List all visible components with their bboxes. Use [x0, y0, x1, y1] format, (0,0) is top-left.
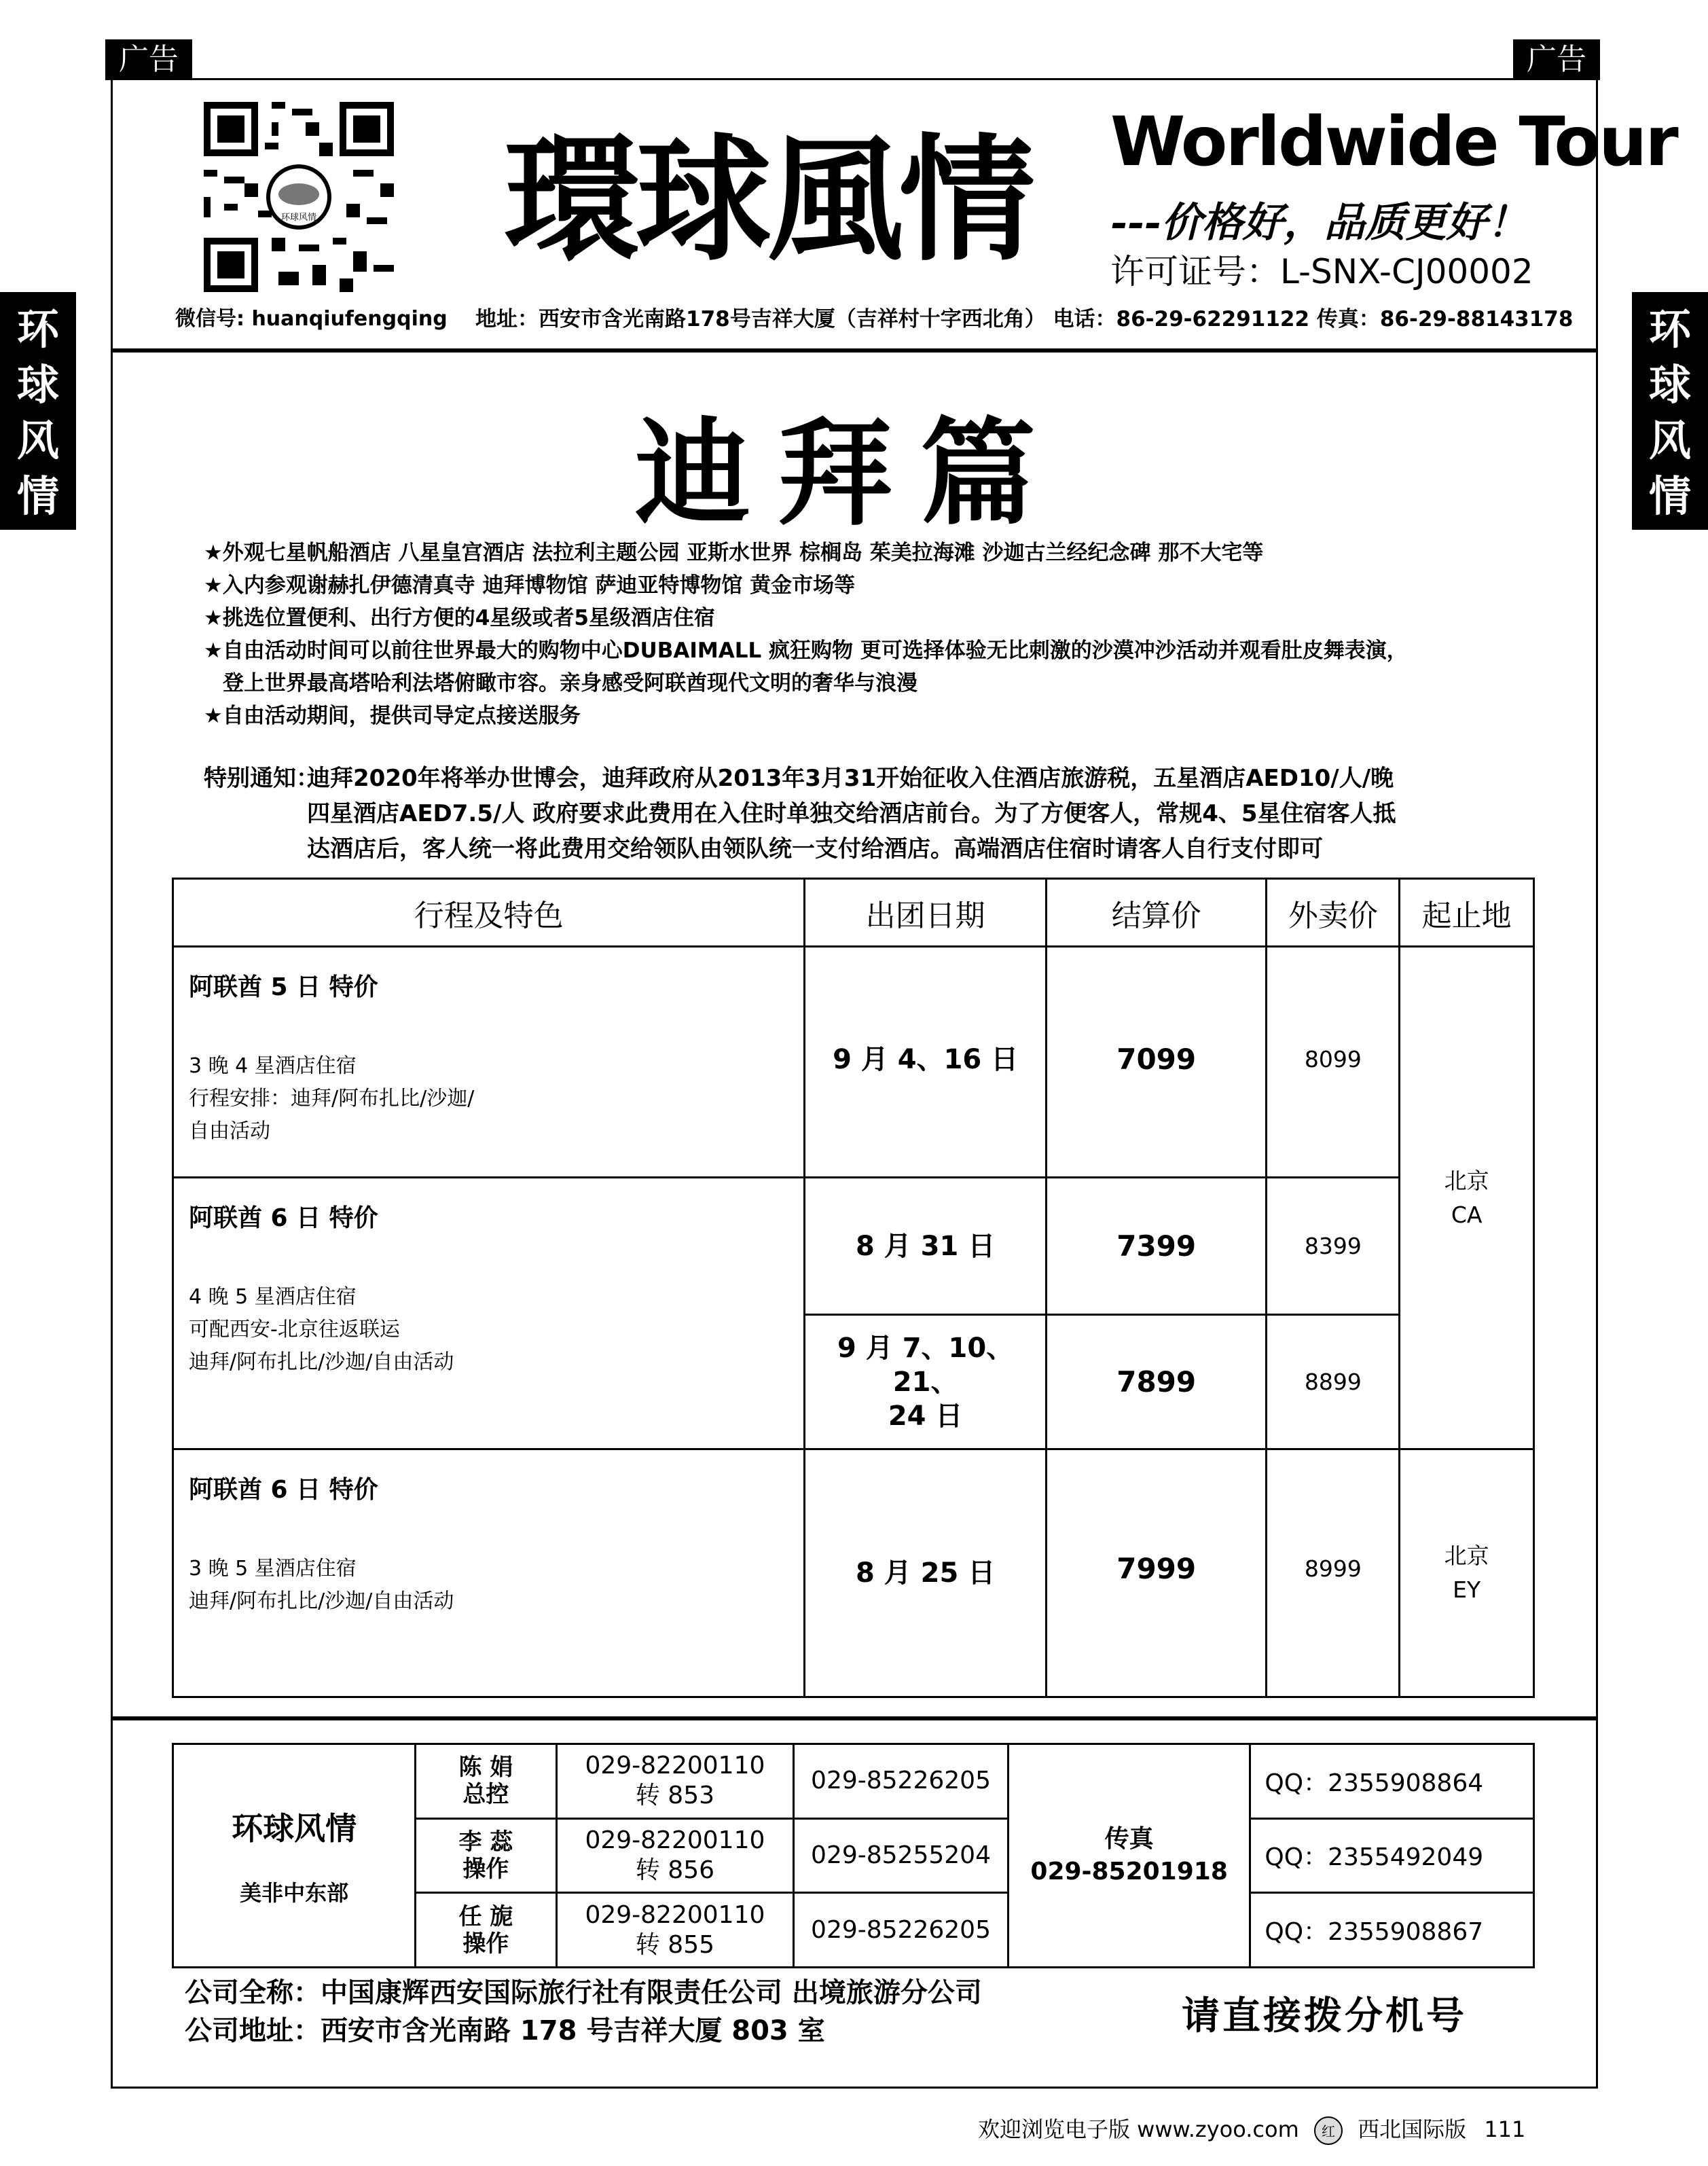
- side-tab-char: 风: [16, 416, 59, 465]
- header-divider: [111, 348, 1598, 353]
- special-notice: [204, 761, 1665, 867]
- notice-line: 四星酒店AED7.5/人 政府要求此费用在入住时单独交给酒店前台。为了方便客人，常规4、5星住宿客人抵: [307, 800, 1396, 827]
- route-info-line: 行程安排：迪拜/阿布扎比/沙迦/: [189, 1087, 475, 1111]
- contact-ext: 转 855: [635, 1930, 715, 1959]
- contact-person: [416, 1818, 557, 1893]
- feature-item: ★外观七星帆船酒店 八星皇宫酒店 法拉利主题公园 亚斯水世界 棕榈岛 茱美拉海滩 沙迦古兰经纪念碑 那不大宅等: [204, 541, 1264, 565]
- department-sub: 美非中东部: [240, 1880, 349, 1906]
- page-number: 111: [1484, 2116, 1526, 2142]
- route-info-line: 自由活动: [189, 1119, 270, 1143]
- contact-phone: [556, 1744, 794, 1819]
- retail-price-cell: 8899: [1267, 1315, 1400, 1449]
- contact-ext: 转 853: [635, 1782, 715, 1810]
- side-tab-char: 情: [1648, 471, 1691, 521]
- table-divider: [111, 1716, 1598, 1720]
- contact-qq: QQ：2355492049: [1250, 1818, 1534, 1893]
- contact-qq: QQ：2355908864: [1250, 1744, 1534, 1819]
- side-tab-char: 情: [16, 471, 59, 521]
- department-name: 环球风情: [232, 1810, 357, 1847]
- depart-cell: [1400, 1449, 1534, 1697]
- route-cell: [173, 1178, 805, 1449]
- depart-city: 北京: [1444, 1542, 1489, 1569]
- table-header-row: [173, 879, 1534, 947]
- page-title: 迪拜篇: [634, 407, 1063, 541]
- net-price-cell: 7399: [1046, 1178, 1267, 1315]
- company-full-name: 公司全称：中国康辉西安国际旅行社有限责任公司 出境旅游分公司: [185, 1977, 982, 2008]
- date-line: 9 月 7、10、21、: [837, 1332, 1014, 1398]
- fax-cell: [1008, 1744, 1250, 1968]
- feature-item: ★入内参观谢赫扎伊德清真寺 迪拜博物馆 萨迪亚特博物馆 黄金市场等: [204, 573, 856, 598]
- route-title: 阿联酋 6 日 特价: [189, 1204, 378, 1232]
- route-info-line: 3 晚 5 星酒店住宿: [189, 1557, 357, 1581]
- feature-item: ★自由活动时间可以前往世界最大的购物中心DUBAIMALL 疯狂购物 更可选择体验无比刺激的沙漠冲沙活动并观看肚皮舞表演，: [204, 638, 1408, 663]
- company-info: [185, 1974, 982, 2050]
- footer-welcome: 欢迎浏览电子版 www.zyoo.com: [978, 2116, 1299, 2142]
- notice-line: 达酒店后，客人统一将此费用交给领队由领队统一支付给酒店。高端酒店住宿时请客人自行支付即可: [307, 835, 1323, 863]
- feature-list: [204, 537, 1408, 732]
- depart-airline: CA: [1451, 1201, 1483, 1228]
- contact-phone: [556, 1893, 794, 1968]
- side-tab-char: 环: [1648, 304, 1691, 354]
- contact-tel: 029-82200110: [585, 1752, 765, 1780]
- footer-edition: 西北国际版: [1358, 2116, 1467, 2142]
- contact-person: [416, 1893, 557, 1968]
- depart-cell: [1400, 947, 1534, 1449]
- table-row: [173, 947, 1534, 1178]
- date-cell: 8 月 31 日: [805, 1178, 1047, 1315]
- notice-line: 迪拜2020年将举办世博会，迪拜政府从2013年3月31开始征收入住酒店旅游税，五星酒店AED10/人/晚: [307, 765, 1394, 792]
- route-cell: [173, 1449, 805, 1697]
- net-price-cell: 7099: [1046, 947, 1267, 1178]
- contact-qq: QQ：2355908867: [1250, 1893, 1534, 1968]
- contact-phone: [556, 1818, 794, 1893]
- depart-airline: EY: [1453, 1576, 1481, 1603]
- side-tab-left: [0, 292, 76, 530]
- table-row: [173, 1178, 1534, 1315]
- contact-name: 李 蕊: [458, 1828, 513, 1856]
- date-cell: [805, 1315, 1047, 1449]
- side-tab-char: 环: [16, 304, 59, 354]
- route-title: 阿联酋 5 日 特价: [189, 973, 378, 1001]
- side-tab-char: 球: [1648, 360, 1691, 410]
- qr-code-icon: [204, 102, 394, 292]
- contact-table: [172, 1743, 1535, 1968]
- side-tab-char: 风: [1648, 416, 1691, 465]
- ad-label-left: 广告: [105, 39, 192, 80]
- contact-direct: 029-85226205: [794, 1893, 1009, 1968]
- brand-name-en: Worldwide Tour: [1110, 102, 1677, 181]
- brand-logo-cn: 環球風情: [503, 120, 1031, 280]
- dial-extension-note: 请直接拨分机号: [1182, 1994, 1467, 2038]
- red-ball-icon: 红: [1314, 2116, 1343, 2145]
- contact-person: [416, 1744, 557, 1819]
- contact-role: 操作: [462, 1930, 509, 1957]
- license-number: 许可证号：L-SNX-CJ00002: [1110, 252, 1533, 291]
- date-line: 24 日: [888, 1400, 963, 1432]
- fax-number: 029-85201918: [1030, 1858, 1228, 1885]
- contact-tel: 029-82200110: [585, 1826, 765, 1854]
- feature-item-continued: 登上世界最高塔哈利法塔俯瞰市容。亲身感受阿联酋现代文明的奢华与浪漫: [223, 671, 917, 696]
- retail-price-cell: 8999: [1267, 1449, 1400, 1697]
- company-address: 公司地址：西安市含光南路 178 号吉祥大厦 803 室: [185, 2015, 825, 2046]
- route-info-line: 4 晚 5 星酒店住宿: [189, 1285, 357, 1309]
- qr-logo-caption: 环球风情: [280, 213, 317, 223]
- net-price-cell: 7899: [1046, 1315, 1267, 1449]
- feature-item: ★自由活动期间，提供司导定点接送服务: [204, 704, 581, 728]
- depart-city: 北京: [1444, 1167, 1489, 1194]
- table-row: [173, 1449, 1534, 1697]
- contact-role: 操作: [462, 1855, 509, 1883]
- feature-item: [204, 667, 1408, 700]
- route-cell: [173, 947, 805, 1178]
- contact-role: 总控: [462, 1781, 509, 1809]
- tour-price-table: [172, 878, 1535, 1698]
- side-tab-right: [1632, 292, 1708, 530]
- route-title: 阿联酋 6 日 特价: [189, 1476, 378, 1504]
- retail-price-cell: 8399: [1267, 1178, 1400, 1315]
- ad-label-right: 广告: [1513, 39, 1600, 80]
- route-info-line: 迪拜/阿布扎比/沙迦/自由活动: [189, 1589, 454, 1613]
- contact-row: [173, 1744, 1534, 1819]
- date-cell: 8 月 25 日: [805, 1449, 1047, 1697]
- contact-tel: 029-82200110: [585, 1900, 765, 1929]
- col-header-net-price: 结算价: [1046, 879, 1267, 947]
- col-header-route: 行程及特色: [173, 879, 805, 947]
- col-header-depart: 起止地: [1400, 879, 1534, 947]
- feature-item: ★挑选位置便利、出行方便的4星级或者5星级酒店住宿: [204, 606, 715, 630]
- notice-label: 特别通知：: [204, 765, 319, 792]
- wechat-id: 微信号: huanqiufengqing: [175, 307, 448, 331]
- page-footer: [978, 2112, 1525, 2145]
- contact-direct: 029-85226205: [794, 1744, 1009, 1819]
- slogan: ---价格好，品质更好！: [1110, 199, 1528, 247]
- fax-label: 传真: [1104, 1825, 1154, 1853]
- route-info-line: 迪拜/阿布扎比/沙迦/自由活动: [189, 1350, 454, 1374]
- route-info-line: 可配西安-北京往返联运: [189, 1318, 400, 1341]
- contact-name: 陈 娟: [458, 1754, 513, 1782]
- date-cell: 9 月 4、16 日: [805, 947, 1047, 1178]
- route-info-line: 3 晚 4 星酒店住宿: [189, 1054, 357, 1078]
- contact-name: 任 旎: [458, 1902, 513, 1930]
- department-cell: [173, 1744, 416, 1968]
- header-address: 地址：西安市含光南路178号吉祥大厦（吉祥村十字西北角） 电话：86-29-62291122 传真：86-29-88143178: [475, 307, 1574, 331]
- side-tab-char: 球: [16, 360, 59, 410]
- contact-ext: 转 856: [635, 1856, 715, 1884]
- col-header-date: 出团日期: [805, 879, 1047, 947]
- col-header-retail-price: 外卖价: [1267, 879, 1400, 947]
- net-price-cell: 7999: [1046, 1449, 1267, 1697]
- retail-price-cell: 8099: [1267, 947, 1400, 1178]
- contact-direct: 029-85255204: [794, 1818, 1009, 1893]
